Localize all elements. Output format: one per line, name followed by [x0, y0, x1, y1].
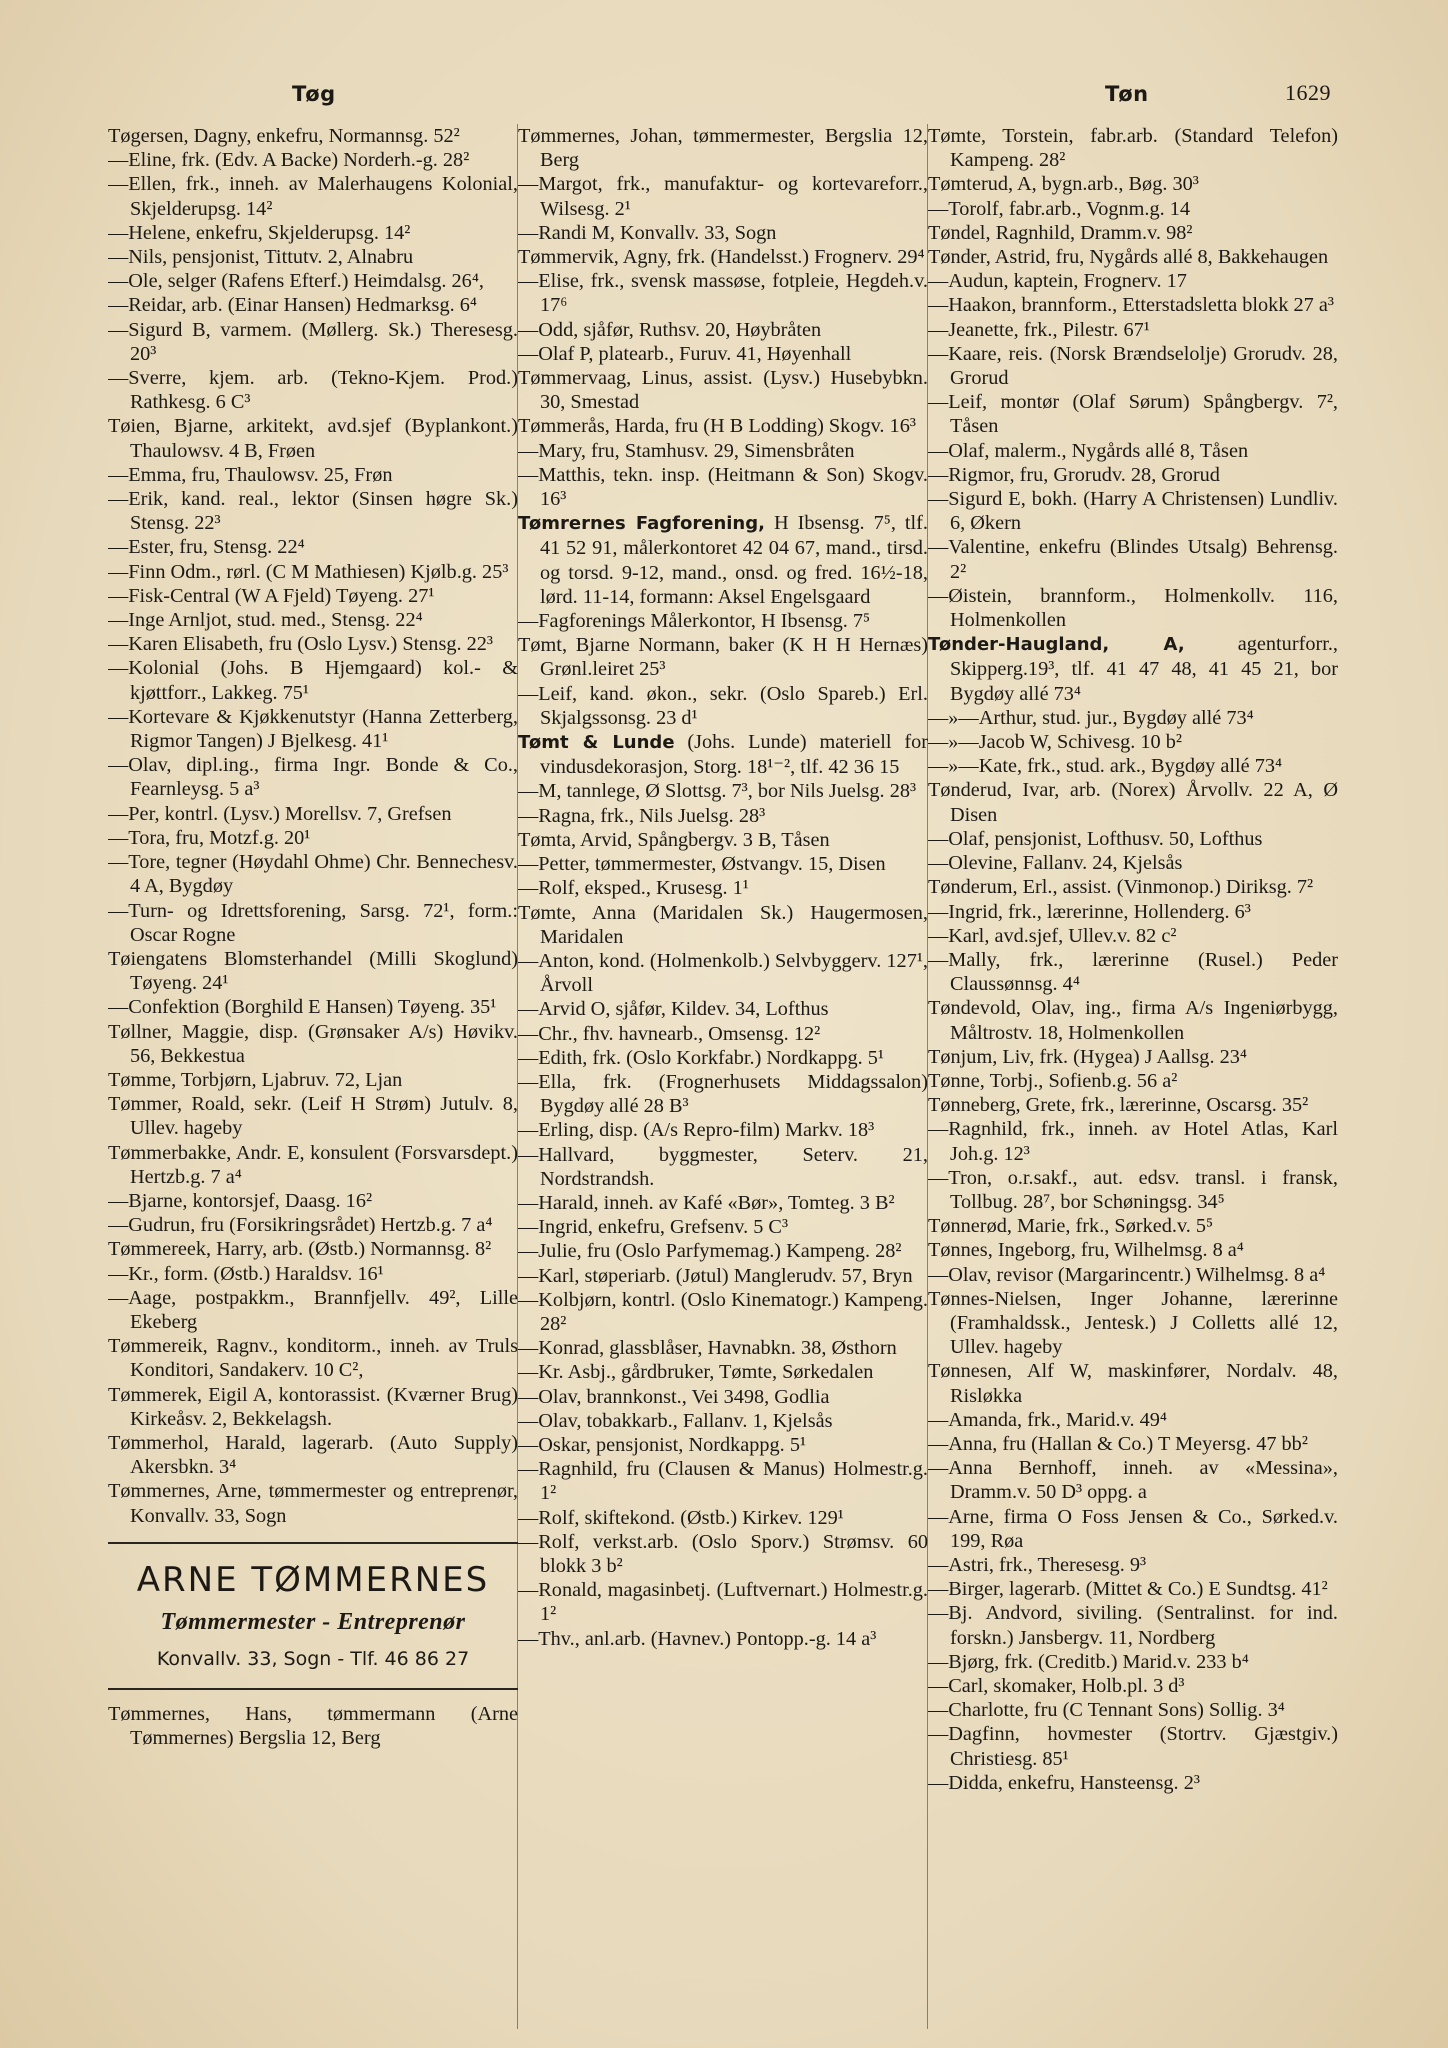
entry-text: —Julie, fru (Oslo Parfymemag.) Kampeng. 28²: [518, 1240, 902, 1263]
directory-entry: [108, 899, 518, 947]
entry-text: —Thv., anl.arb. (Havnev.) Pontopp.-g. 14 a³: [518, 1627, 877, 1650]
entry-text: —Olaf P, platearb., Furuv. 41, Høyenhall: [518, 342, 852, 365]
directory-entry: [928, 706, 1338, 730]
entry-text: Tøndel, Ragnhild, Dramm.v. 98²: [928, 221, 1193, 244]
directory-entry: [108, 1189, 518, 1213]
entry-text: —Hallvard, byggmester, Seterv. 21, Nordstrandsh.: [518, 1143, 928, 1190]
directory-entry: [928, 1650, 1338, 1674]
directory-entry: [108, 366, 518, 414]
directory-entry: [928, 827, 1338, 851]
entry-text: —Erik, kand. real., lektor (Sinsen høgre Sk.) Stensg. 22³: [108, 488, 518, 535]
ad-subtitle: Tømmermester - Entreprenør: [160, 1608, 466, 1635]
entry-text: —Amanda, frk., Marid.v. 49⁴: [928, 1408, 1167, 1431]
entry-text: Tønneberg, Grete, frk., lærerinne, Oscarsg. 35²: [928, 1094, 1309, 1117]
entry-text: —»—Kate, frk., stud. ark., Bygdøy allé 73⁴: [928, 755, 1283, 778]
entry-text: —Tore, tegner (Høydahl Ohme) Chr. Bennechesv. 4 A, Bygdøy: [108, 851, 518, 898]
directory-entry: [928, 535, 1338, 583]
directory-entry: [108, 1092, 518, 1140]
directory-entry: [928, 754, 1338, 778]
entry-text: Tøndevold, Olav, ing., firma A/s Ingeniørbygg, Måltrostv. 18, Holmenkollen: [928, 997, 1338, 1044]
entry-text: Tønjum, Liv, frk. (Hygea) J Aallsg. 23⁴: [928, 1045, 1247, 1068]
entry-text: —Ole, selger (Rafens Efterf.) Heimdalsg. 26⁴,: [108, 270, 484, 293]
directory-entry: [518, 1627, 928, 1651]
entry-text: Tømterud, A, bygn.arb., Bøg. 30³: [928, 173, 1199, 196]
directory-entry: [518, 414, 928, 438]
directory-entry: [108, 124, 518, 148]
entry-text: —Per, kontrl. (Lysv.) Morellsv. 7, Grefsen: [108, 802, 452, 825]
directory-entry: [518, 1022, 928, 1046]
directory-entry: [928, 1408, 1338, 1432]
directory-entry: [928, 1117, 1338, 1165]
directory-entry: [108, 414, 518, 462]
entry-text: —Sigurd E, bokh. (Harry A Christensen) Lundliv. 6, Økern: [928, 488, 1338, 535]
entry-text: —Petter, tømmermester, Østvangv. 15, Disen: [518, 853, 886, 876]
entry-text: —Aage, postpakkm., Brannfjellv. 49², Lille Ekeberg: [108, 1286, 518, 1333]
entry-text: —Olaf, pensjonist, Lofthusv. 50, Lofthus: [928, 827, 1263, 850]
entry-text: Tømmerås, Harda, fru (H B Lodding) Skogv. 16³: [518, 415, 916, 438]
entry-text: —Kolonial (Johs. B Hjemgaard) kol.- & kjøttforr., Lakkeg. 75¹: [108, 657, 518, 704]
entry-text: —Ingrid, enkefru, Grefsenv. 5 C³: [518, 1216, 789, 1239]
entry-text: —Oskar, pensjonist, Nordkappg. 5¹: [518, 1433, 807, 1456]
entry-text: Tønder, Astrid, fru, Nygårds allé 8, Bakkehaugen: [928, 246, 1329, 269]
entry-text: Tømmerbakke, Andr. E, konsulent (Forsvarsdept.) Hertzb.g. 7 a⁴: [108, 1141, 518, 1188]
directory-entry: [928, 124, 1338, 172]
directory-entry: [108, 850, 518, 898]
directory-entry: [928, 245, 1338, 269]
entry-text: —Edith, frk. (Oslo Korkfabr.) Nordkappg. 5¹: [518, 1046, 885, 1069]
entry-text: Tønnerød, Marie, frk., Sørked.v. 5⁵: [928, 1215, 1214, 1238]
entry-text: —Valentine, enkefru (Blindes Utsalg) Behrensg. 2²: [928, 536, 1338, 583]
column-3: [928, 124, 1338, 2029]
advertisement-box: [108, 1542, 518, 1690]
entry-text: —Anton, kond. (Holmenkolb.) Selvbyggerv. 127¹, Årvoll: [518, 949, 928, 997]
entry-text: Tømmerek, Eigil A, kontorassist. (Kværner Brug) Kirkeåsv. 2, Bekkelagsh.: [108, 1383, 518, 1430]
entry-text: Tømte, Torstein, fabr.arb. (Standard Telefon) Kampeng. 28²: [928, 125, 1338, 172]
entry-text: Tømmernes, Johan, tømmermester, Bergslia 12, Berg: [518, 125, 928, 172]
directory-entry: [108, 1286, 518, 1334]
entry-text: —Emma, fru, Thaulowsv. 25, Frøn: [108, 463, 393, 486]
entry-text: Tømta, Arvid, Spångbergv. 3 B, Tåsen: [518, 828, 830, 851]
entry-text: —Olav, dipl.ing., firma Ingr. Bonde & Co., Fearnleysg. 5 a³: [108, 754, 518, 801]
entry-text: Tønderum, Erl., assist. (Vinmonop.) Diriksg. 7²: [928, 876, 1314, 899]
entry-text: —Ragnhild, frk., inneh. av Hotel Atlas, Karl Joh.g. 12³: [928, 1118, 1338, 1165]
entry-text: Tømmer, Roald, sekr. (Leif H Strøm) Jutulv. 8, Ullev. hageby: [108, 1093, 518, 1140]
directory-entry: [108, 1068, 518, 1092]
directory-entry: [108, 802, 518, 826]
entry-text: Tøllner, Maggie, disp. (Grønsaker A/s) Høvikv. 56, Bekkestua: [108, 1020, 518, 1067]
entry-text: —Matthis, tekn. insp. (Heitmann & Son) Skogv. 16³: [518, 463, 928, 511]
directory-entry: [518, 1046, 928, 1070]
directory-entry: [928, 778, 1338, 826]
directory-entry: [928, 1166, 1338, 1214]
directory-entry: [108, 245, 518, 269]
directory-entry: [928, 1771, 1338, 1795]
entry-text: —Ingrid, frk., lærerinne, Hollenderg. 6³: [928, 900, 1251, 923]
directory-entry: [518, 172, 928, 220]
ad-title: ARNE TØMMERNES: [136, 1559, 490, 1600]
directory-entry: [518, 1336, 928, 1360]
entry-text: —Konrad, glassblåser, Havnabkn. 38, Østhorn: [518, 1337, 897, 1360]
directory-entry: [928, 730, 1338, 754]
directory-entry: [928, 1093, 1338, 1117]
directory-entry: [518, 901, 928, 949]
entry-text: —Kaare, reis. (Norsk Brændselolje) Grorudv. 28, Grorud: [928, 342, 1338, 390]
directory-entry: [108, 221, 518, 245]
entry-text: —Kolbjørn, kontrl. (Oslo Kinematogr.) Kampeng. 28²: [518, 1288, 928, 1335]
directory-entry: [518, 1530, 928, 1578]
directory-entry: [108, 632, 518, 656]
directory-entry: [108, 487, 518, 535]
directory-entry: [928, 269, 1338, 293]
directory-entry: [518, 1578, 928, 1626]
directory-entry: [928, 632, 1338, 706]
entry-text: —Rolf, skiftekond. (Østb.) Kirkev. 129¹: [518, 1506, 844, 1529]
directory-entry: [518, 1385, 928, 1409]
directory-entry: [518, 1239, 928, 1263]
entry-text: —Audun, kaptein, Frognerv. 17: [928, 270, 1187, 293]
directory-entry: [928, 293, 1338, 317]
entry-text: —Confektion (Borghild E Hansen) Tøyeng. 35¹: [108, 996, 497, 1019]
entry-text: —Didda, enkefru, Hansteensg. 2³: [928, 1771, 1200, 1794]
directory-entry: [518, 1409, 928, 1433]
entry-text: Tøiengatens Blomsterhandel (Milli Skoglund) Tøyeng. 24¹: [108, 947, 518, 995]
entry-text: —Olav, revisor (Margarincentr.) Wilhelmsg. 8 a⁴: [928, 1263, 1326, 1286]
entry-text: —Finn Odm., rørl. (C M Mathiesen) Kjølb.g. 25³: [108, 560, 509, 583]
directory-entry: [518, 342, 928, 366]
directory-entry: [108, 318, 518, 366]
entry-text: —Ellen, frk., inneh. av Malerhaugens Kolonial, Skjelderupsg. 14²: [108, 173, 518, 220]
entry-text: Tømme, Torbjørn, Ljabruv. 72, Ljan: [108, 1068, 403, 1091]
directory-entry: [928, 1359, 1338, 1407]
entry-text: —Kr., form. (Østb.) Haraldsv. 16¹: [108, 1262, 384, 1285]
directory-entry: [928, 1698, 1338, 1722]
directory-entry: [928, 487, 1338, 535]
entry-text: Tømt, Bjarne Normann, baker (K H H Hernæs) Grønl.leiret 25³: [518, 634, 928, 681]
ad-address: Konvallv. 33, Sogn - Tlf. 46 86 27: [156, 1647, 470, 1670]
entry-text: —Olevine, Fallanv. 24, Kjelsås: [928, 852, 1183, 875]
directory-entry: [518, 318, 928, 342]
entry-text: —Odd, sjåfør, Ruthsv. 20, Høybråten: [518, 318, 822, 341]
directory-entry: [108, 705, 518, 753]
entry-text: —Mary, fru, Stamhusv. 29, Simensbråten: [518, 439, 855, 462]
entry-text: —Leif, kand. økon., sekr. (Oslo Spareb.) Erl. Skjalgssonsg. 23 d¹: [518, 682, 928, 729]
directory-entry: [928, 1577, 1338, 1601]
directory-entry: [108, 584, 518, 608]
directory-entry: [518, 1433, 928, 1457]
entry-bold-name: Tønder-Haugland, A,: [928, 634, 1185, 656]
directory-entry: [108, 293, 518, 317]
entry-text: —Tron, o.r.sakf., aut. edsv. transl. i fransk, Tollbug. 28⁷, bor Schøningsg. 34⁵: [928, 1166, 1338, 1213]
directory-entry: [108, 463, 518, 487]
entry-text: —Jeanette, frk., Pilestr. 67¹: [928, 318, 1150, 341]
directory-entry: [518, 1191, 928, 1215]
entry-text: —Birger, lagerarb. (Mittet & Co.) E Sundtsg. 41²: [928, 1578, 1328, 1601]
entry-text: —Ella, frk. (Frognerhusets Middagssalon) Bygdøy allé 28 B³: [518, 1070, 928, 1118]
entry-text: —Rolf, verkst.arb. (Oslo Sporv.) Strømsv. 60 blokk 3 b²: [518, 1530, 928, 1577]
entry-text: —Mally, frk., lærerinne (Rusel.) Peder Claussønnsg. 4⁴: [928, 948, 1338, 996]
directory-entry: [518, 1118, 928, 1142]
directory-entry: [518, 633, 928, 681]
directory-entry: [518, 1070, 928, 1118]
directory-entry: [928, 1722, 1338, 1770]
directory-entry: [518, 1506, 928, 1530]
directory-entry: [518, 1143, 928, 1191]
column-1: [108, 124, 518, 2029]
entry-text: —Astri, frk., Theresesg. 9³: [928, 1553, 1147, 1576]
entry-text: —Kr. Asbj., gårdbruker, Tømte, Sørkedalen: [518, 1361, 874, 1384]
entry-text: —Rigmor, fru, Grorudv. 28, Grorud: [928, 463, 1220, 486]
entry-text: H Ibsensg. 7⁵, tlf. 41 52 91, målerkontoret 42 04 67, mand., tirsd. og torsd. 9-12, mand., onsd. og fred. 16½-18, lørd. 11-14, formann: Aksel Engelsgaard: [540, 512, 928, 608]
directory-entry: [928, 851, 1338, 875]
entry-text: Tønnes-Nielsen, Inger Johanne, lærerinne (Framhaldssk., Jentesk.) J Colletts allé 12, Ullev. hageby: [928, 1287, 1338, 1359]
entry-text: —Anna, fru (Hallan & Co.) T Meyersg. 47 bb²: [928, 1432, 1308, 1455]
entry-text: —Turn- og Idrettsforening, Sarsg. 72¹, form.: Oscar Rogne: [108, 899, 518, 946]
entry-text: Tømmereik, Ragnv., konditorm., inneh. av Truls Konditori, Sandakerv. 10 C²,: [108, 1335, 518, 1382]
directory-entry: [108, 1702, 518, 1750]
directory-entry: [928, 1263, 1338, 1287]
directory-entry: [108, 1431, 518, 1479]
directory-entry: [108, 269, 518, 293]
directory-entry: [928, 1432, 1338, 1456]
directory-entry: [518, 1288, 928, 1336]
entry-text: —Erling, disp. (A/s Repro-film) Markv. 18³: [518, 1119, 875, 1142]
entry-text: —Elise, frk., svensk massøse, fotpleie, Hegdeh.v. 17⁶: [518, 270, 928, 317]
entry-text: Tønnes, Ingeborg, fru, Wilhelmsg. 8 a⁴: [928, 1239, 1244, 1262]
directory-entry: [518, 511, 928, 609]
entry-text: —Harald, inneh. av Kafé «Bør», Tomteg. 3 B²: [518, 1191, 895, 1214]
entry-bold-name: Tømt & Lunde: [518, 732, 675, 754]
directory-entry: [928, 1287, 1338, 1360]
entry-text: —Ronald, magasinbetj. (Luftvernart.) Holmestr.g. 1²: [518, 1579, 928, 1626]
column-2: [518, 124, 928, 2029]
directory-entry: [108, 995, 518, 1019]
entry-text: Tønderud, Ivar, arb. (Norex) Årvollv. 22 A, Ø Disen: [928, 779, 1338, 826]
entry-text: —M, tannlege, Ø Slottsg. 7³, bor Nils Juelsg. 28³: [518, 780, 917, 803]
directory-entry: [518, 463, 928, 511]
entry-text: —Arvid O, sjåfør, Kildev. 34, Lofthus: [518, 998, 829, 1021]
directory-entry: [518, 804, 928, 828]
directory-entry: [928, 1505, 1338, 1553]
entry-text: Tømmernes, Arne, tømmermester og entreprenør, Konvallv. 33, Sogn: [108, 1480, 518, 1527]
directory-entry: [928, 900, 1338, 924]
entry-text: —»—Arthur, stud. jur., Bygdøy allé 73⁴: [928, 706, 1254, 729]
entry-text: —Olaf, malerm., Nygårds allé 8, Tåsen: [928, 439, 1249, 462]
entry-text: —Karl, avd.sjef, Ullev.v. 82 c²: [928, 924, 1177, 947]
entry-text: —Bjørg, frk. (Creditb.) Marid.v. 233 b⁴: [928, 1650, 1249, 1673]
directory-entry: [928, 221, 1338, 245]
entry-text: —Eline, frk. (Edv. A Backe) Norderh.-g. 28²: [108, 149, 470, 172]
directory-entry: [518, 949, 928, 997]
directory-entry: [928, 584, 1338, 632]
directory-entry: [518, 609, 928, 633]
directory-entry: [928, 924, 1338, 948]
entry-text: —Fagforenings Målerkontor, H Ibsensg. 7⁵: [518, 610, 871, 633]
entry-text: —Dagfinn, hovmester (Stortrv. Gjæstgiv.) Christiesg. 85¹: [928, 1723, 1338, 1770]
entry-text: —Anna Bernhoff, inneh. av «Messina», Dramm.v. 50 D³ oppg. a: [928, 1457, 1338, 1504]
directory-entry: [928, 996, 1338, 1044]
directory-entry: [928, 1553, 1338, 1577]
directory-entry: [928, 439, 1338, 463]
directory-entry: [518, 682, 928, 730]
entry-text: —Leif, montør (Olaf Sørum) Spångbergv. 7², Tåsen: [928, 391, 1338, 438]
entry-text: Tømmerhol, Harald, lagerarb. (Auto Supply) Akersbkn. 3⁴: [108, 1431, 518, 1479]
entry-text: —Torolf, fabr.arb., Vognm.g. 14: [928, 197, 1191, 220]
directory-entry: [928, 1045, 1338, 1069]
directory-entry: [928, 948, 1338, 996]
entry-text: —Fisk-Central (W A Fjeld) Tøyeng. 27¹: [108, 584, 435, 607]
directory-entry: [518, 366, 928, 414]
directory-entry: [108, 1479, 518, 1527]
running-head-right: Tøn: [1105, 82, 1149, 106]
directory-entry: [108, 1334, 518, 1382]
entry-text: —»—Jacob W, Schivesg. 10 b²: [928, 731, 1182, 754]
entry-text: —Bjarne, kontorsjef, Daasg. 16²: [108, 1189, 373, 1212]
directory-entry: [928, 1214, 1338, 1238]
directory-entry: [108, 1020, 518, 1068]
entry-text: —Gudrun, fru (Forsikringsrådet) Hertzb.g. 7 a⁴: [108, 1214, 493, 1237]
directory-entry: [518, 221, 928, 245]
directory-entry: [928, 318, 1338, 342]
directory-entry: [108, 947, 518, 995]
entry-text: agenturforr., Skipperg.19³, tlf. 41 47 48, 41 45 21, bor Bygdøy allé 73⁴: [950, 633, 1338, 705]
directory-entry: [928, 1238, 1338, 1262]
directory-entry: [928, 172, 1338, 196]
directory-entry: [518, 1360, 928, 1384]
entry-text: —Chr., fhv. havnearb., Omsensg. 12²: [518, 1022, 821, 1045]
entry-text: —Ragnhild, fru (Clausen & Manus) Holmestr.g. 1²: [518, 1458, 928, 1505]
directory-entry: [518, 439, 928, 463]
entry-text: —Sigurd B, varmem. (Møllerg. Sk.) Theresesg. 20³: [108, 318, 518, 365]
directory-entry: [108, 826, 518, 850]
directory-entry: [928, 1674, 1338, 1698]
entry-text: Tøien, Bjarne, arkitekt, avd.sjef (Byplankont.) Thaulowsv. 4 B, Frøen: [108, 415, 518, 462]
entry-text: —Sverre, kjem. arb. (Tekno-Kjem. Prod.) Rathkesg. 6 C³: [108, 367, 518, 414]
entry-text: —Bj. Andvord, siviling. (Sentralinst. for ind. forskn.) Jansbergv. 11, Nordberg: [928, 1602, 1338, 1649]
page-number: 1629: [1285, 80, 1331, 105]
entry-text: —Ragna, frk., Nils Juelsg. 28³: [518, 804, 766, 827]
entry-text: Tønne, Torbj., Sofienb.g. 56 a²: [928, 1069, 1178, 1092]
directory-entry: [108, 753, 518, 801]
directory-entry: [518, 124, 928, 172]
directory-entry: [108, 1383, 518, 1431]
entry-text: Tømmereek, Harry, arb. (Østb.) Normannsg. 8²: [108, 1238, 492, 1261]
directory-entry: [518, 1264, 928, 1288]
directory-entry: [108, 1262, 518, 1286]
directory-entry: [518, 828, 928, 852]
entry-text: —Olav, brannkonst., Vei 3498, Godlia: [518, 1385, 830, 1408]
entry-text: —Tora, fru, Motzf.g. 20¹: [108, 826, 311, 849]
directory-entry: [108, 1213, 518, 1237]
entry-text: —Ester, fru, Stensg. 22⁴: [108, 536, 305, 559]
entry-text: Tømmernes, Hans, tømmermann (Arne Tømmernes) Bergslia 12, Berg: [108, 1702, 518, 1749]
entry-text: —Helene, enkefru, Skjelderupsg. 14²: [108, 221, 411, 244]
entry-text: Tøgersen, Dagny, enkefru, Normannsg. 52²: [108, 125, 460, 147]
directory-entry: [928, 1069, 1338, 1093]
directory-entry: [518, 779, 928, 803]
directory-entry: [108, 1141, 518, 1189]
entry-text: —Arne, firma O Foss Jensen & Co., Sørked.v. 199, Røa: [928, 1505, 1338, 1552]
directory-entry: [518, 245, 928, 269]
directory-entry: [108, 1237, 518, 1261]
entry-text: Tønnesen, Alf W, maskinfører, Nordalv. 48, Risløkka: [928, 1360, 1338, 1407]
entry-text: —Karl, støperiarb. (Jøtul) Manglerudv. 57, Bryn: [518, 1264, 913, 1287]
directory-entry: [928, 1601, 1338, 1649]
directory-entry: [108, 560, 518, 584]
entry-text: —Carl, skomaker, Holb.pl. 3 d³: [928, 1675, 1185, 1697]
directory-entry: [108, 535, 518, 559]
entry-text: —Nils, pensjonist, Tittutv. 2, Alnabru: [108, 246, 414, 269]
directory-entry: [108, 656, 518, 704]
entry-text: —Karen Elisabeth, fru (Oslo Lysv.) Stensg. 22³: [108, 633, 493, 656]
directory-entry: [928, 463, 1338, 487]
directory-entry: [928, 875, 1338, 899]
entry-text: —Haakon, brannform., Etterstadsletta blokk 27 a³: [928, 294, 1334, 317]
directory-entry: [518, 1457, 928, 1505]
directory-entry: [108, 172, 518, 220]
directory-entry: [928, 1456, 1338, 1504]
directory-entry: [518, 997, 928, 1021]
directory-entry: [928, 342, 1338, 390]
entry-text: Tømmervaag, Linus, assist. (Lysv.) Husebybkn. 30, Smestad: [518, 367, 928, 414]
entry-text: —Kortevare & Kjøkkenutstyr (Hanna Zetterberg, Rigmor Tangen) J Bjelkesg. 41¹: [108, 705, 518, 753]
directory-entry: [518, 876, 928, 900]
running-head-left: Tøg: [292, 82, 336, 106]
directory-entry: [928, 390, 1338, 438]
entry-text: Tømmervik, Agny, frk. (Handelsst.) Frognerv. 29⁴: [518, 246, 925, 269]
directory-entry: [108, 608, 518, 632]
entry-text: Tømte, Anna (Maridalen Sk.) Haugermosen, Maridalen: [518, 901, 928, 948]
entry-text: —Inge Arnljot, stud. med., Stensg. 22⁴: [108, 609, 423, 632]
entry-text: —Randi M, Konvallv. 33, Sogn: [518, 221, 777, 244]
directory-entry: [108, 148, 518, 172]
entry-text: —Charlotte, fru (C Tennant Sons) Sollig. 3⁴: [928, 1699, 1285, 1722]
entry-text: —Reidar, arb. (Einar Hansen) Hedmarksg. 6⁴: [108, 294, 477, 317]
entry-text: —Olav, tobakkarb., Fallanv. 1, Kjelsås: [518, 1409, 833, 1432]
entry-text: (Johs. Lunde) materiell for vindusdekorasjon, Storg. 18¹⁻², tlf. 42 36 15: [540, 731, 928, 779]
directory-entry: [518, 1215, 928, 1239]
entry-text: —Margot, frk., manufaktur- og kortevareforr., Wilsesg. 2¹: [518, 173, 928, 220]
directory-entry: [518, 730, 928, 779]
entry-bold-name: Tømrernes Fagforening,: [518, 513, 765, 535]
directory-entry: [928, 197, 1338, 221]
entry-text: —Rolf, eksped., Krusesg. 1¹: [518, 877, 749, 900]
directory-entry: [518, 852, 928, 876]
entry-text: —Øistein, brannform., Holmenkollv. 116, Holmenkollen: [928, 584, 1338, 632]
directory-entry: [518, 269, 928, 317]
